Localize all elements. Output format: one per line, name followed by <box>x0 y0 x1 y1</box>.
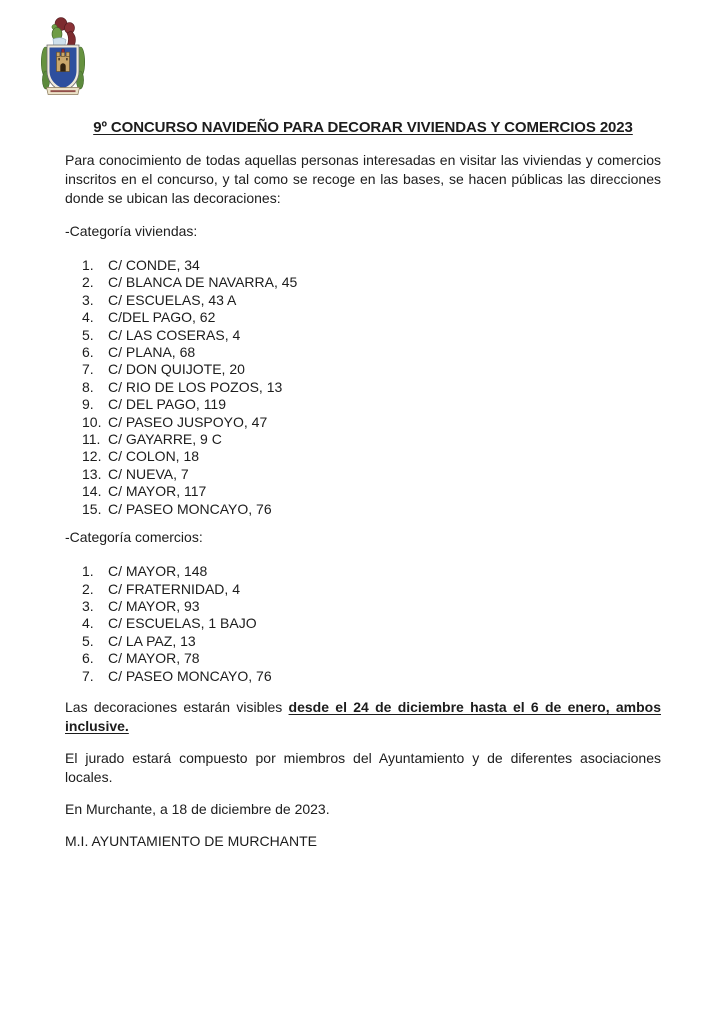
item-number: 3. <box>82 597 94 614</box>
address-text: C/ PASEO MONCAYO, 76 <box>108 500 272 517</box>
list-item <box>82 581 661 598</box>
viviendas-address-list <box>65 257 661 518</box>
address-text: C/ PASEO JUSPOYO, 47 <box>108 413 268 430</box>
document-title: 9º CONCURSO NAVIDEÑO PARA DECORAR VIVIENDAS Y COMERCIOS 2023 <box>93 119 633 136</box>
item-number: 2. <box>82 274 94 291</box>
address-text: C/ MAYOR, 93 <box>108 597 200 614</box>
list-item <box>82 563 661 580</box>
item-number: 10. <box>82 413 102 430</box>
address-text: C/ CONDE, 34 <box>108 257 200 273</box>
list-item <box>82 344 661 361</box>
comercios-address-list <box>65 563 661 685</box>
item-number: 5. <box>82 632 94 649</box>
item-number: 1. <box>82 563 94 580</box>
jury-paragraph: El jurado estará compuesto por miembros del Ayuntamiento y de diferentes asociaciones locales. <box>65 749 661 785</box>
address-text: C/ FRATERNIDAD, 4 <box>108 580 240 597</box>
place-date-line: En Murchante, a 18 de diciembre de 2023. <box>65 800 330 817</box>
address-text: C/ ESCUELAS, 43 A <box>108 291 237 308</box>
visibility-dates-emphasis: desde el 24 de diciembre hasta el 6 de enero, ambos inclusive. <box>65 698 661 734</box>
document-content <box>65 118 661 851</box>
section-heading-comercios: -Categoría comercios: <box>65 529 203 546</box>
item-number: 4. <box>82 615 94 632</box>
item-number: 9. <box>82 396 94 413</box>
visibility-paragraph <box>65 698 661 736</box>
list-item <box>82 431 661 448</box>
list-item <box>82 668 661 685</box>
list-item <box>82 361 661 378</box>
item-number: 11. <box>82 431 101 448</box>
intro-paragraph: Para conocimiento de todas aquellas personas interesadas en visitar las viviendas y comercios inscritos en el concurso, y tal como se recoge en las bases, se hacen públicas las direcciones donde se ubican las decoraciones: <box>65 152 661 206</box>
item-number: 5. <box>82 326 94 343</box>
address-text: C/ MAYOR, 117 <box>108 483 207 500</box>
address-text: C/ RIO DE LOS POZOS, 13 <box>108 378 283 395</box>
item-number: 8. <box>82 378 94 395</box>
list-item <box>82 396 661 413</box>
address-text: C/ DON QUIJOTE, 20 <box>108 361 245 378</box>
address-text: C/ DEL PAGO, 119 <box>108 396 227 413</box>
signature-line: M.I. AYUNTAMIENTO DE MURCHANTE <box>65 832 318 849</box>
list-item <box>82 327 661 344</box>
address-text: C/ COLON, 18 <box>108 448 200 465</box>
address-text: C/ BLANCA DE NAVARRA, 45 <box>108 274 298 291</box>
address-text: C/ LA PAZ, 13 <box>108 632 196 649</box>
shield <box>47 45 79 92</box>
address-text: C/DEL PAGO, 62 <box>108 309 216 326</box>
list-item <box>82 379 661 396</box>
address-text: C/ LAS COSERAS, 4 <box>108 326 241 343</box>
list-item <box>82 483 661 500</box>
address-text: C/ GAYARRE, 9 C <box>108 431 222 448</box>
coat-of-arms-logo <box>40 16 86 98</box>
list-item <box>82 292 661 309</box>
list-item <box>82 448 661 465</box>
item-number: 2. <box>82 580 94 597</box>
address-text: C/ MAYOR, 78 <box>108 650 200 667</box>
list-item <box>82 274 661 291</box>
list-item <box>82 257 661 274</box>
address-text: C/ ESCUELAS, 1 BAJO <box>108 615 257 632</box>
visibility-prefix: Las decoraciones estarán visibles <box>65 698 289 715</box>
list-item <box>82 615 661 632</box>
item-number: 6. <box>82 650 94 667</box>
item-number: 12. <box>82 448 102 465</box>
address-text: C/ PLANA, 68 <box>108 344 196 361</box>
item-number: 15. <box>82 500 102 517</box>
item-number: 7. <box>82 361 94 378</box>
murchante-crest-icon <box>40 16 86 98</box>
item-number: 7. <box>82 667 94 684</box>
list-item <box>82 598 661 615</box>
list-item <box>82 466 661 483</box>
list-item <box>82 501 661 518</box>
address-text: C/ MAYOR, 148 <box>108 563 208 580</box>
section-heading-viviendas: -Categoría viviendas: <box>65 223 198 239</box>
address-text: C/ PASEO MONCAYO, 76 <box>108 667 272 684</box>
list-item <box>82 309 661 326</box>
banner-scroll <box>47 88 80 95</box>
item-number: 3. <box>82 291 94 308</box>
item-number: 6. <box>82 344 94 361</box>
item-number: 4. <box>82 309 94 326</box>
list-item <box>82 633 661 650</box>
address-text: C/ NUEVA, 7 <box>108 465 189 482</box>
item-number: 1. <box>82 257 94 273</box>
item-number: 14. <box>82 483 102 500</box>
list-item <box>82 414 661 431</box>
item-number: 13. <box>82 465 102 482</box>
list-item <box>82 650 661 667</box>
